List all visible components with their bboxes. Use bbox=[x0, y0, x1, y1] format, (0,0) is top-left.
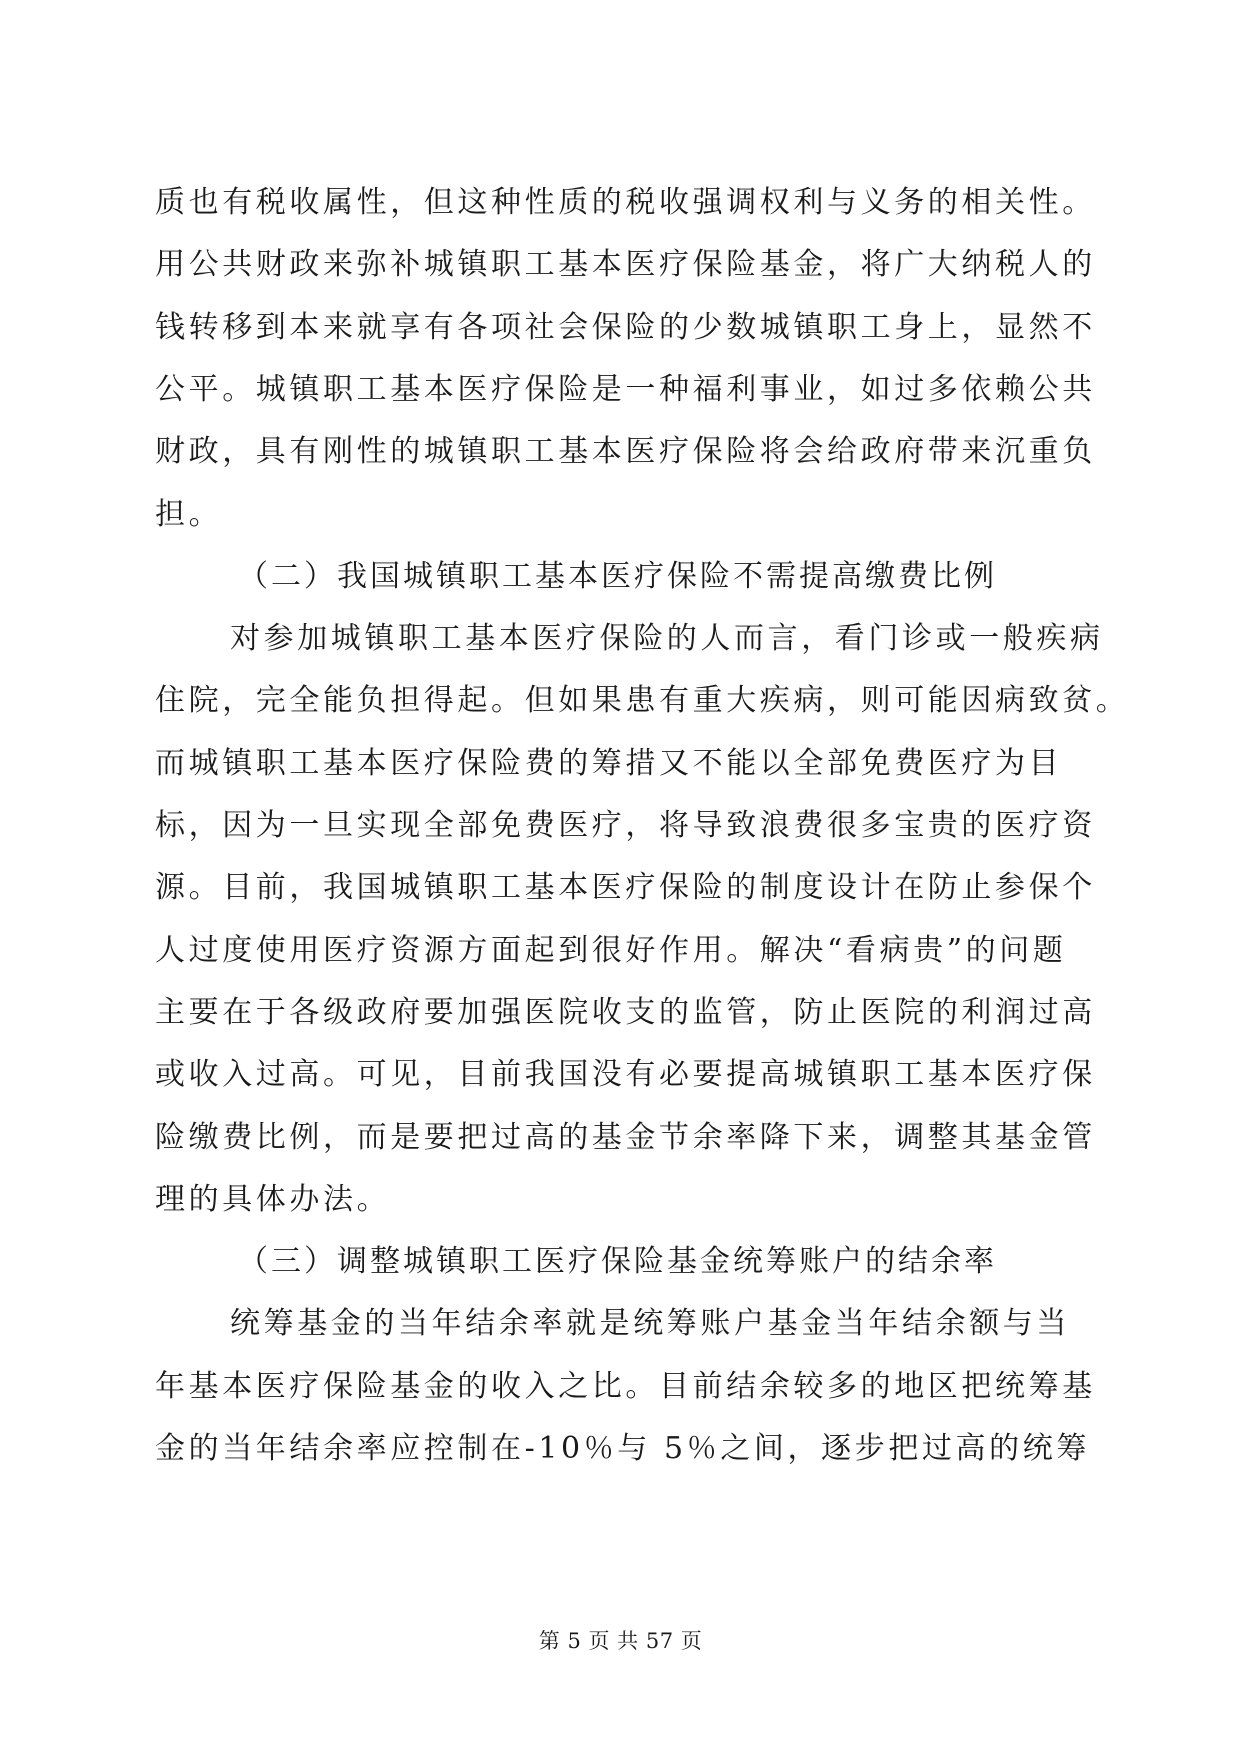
page-number-footer: 第 5 页 共 57 页 bbox=[538, 1629, 703, 1653]
body-text-line: 标，因为一旦实现全部免费医疗，将导致浪费很多宝贵的医疗资 bbox=[155, 808, 1096, 843]
body-text-line: 对参加城镇职工基本医疗保险的人而言，看门诊或一般疾病 bbox=[230, 621, 1104, 656]
body-text-line: 担。 bbox=[155, 497, 223, 532]
body-text-line: 住院，完全能负担得起。但如果患有重大疾病，则可能因病致贫。 bbox=[155, 683, 1130, 718]
body-text-line: 主要在于各级政府要加强医院收支的监管，防止医院的利润过高 bbox=[155, 995, 1096, 1030]
body-text-line: 公平。城镇职工基本医疗保险是一种福利事业，如过多依赖公共 bbox=[155, 372, 1096, 407]
body-text-line: 理的具体办法。 bbox=[155, 1182, 391, 1217]
body-text-line: 财政，具有刚性的城镇职工基本医疗保险将会给政府带来沉重负 bbox=[155, 434, 1096, 469]
body-text-line: 而城镇职工基本医疗保险费的筹措又不能以全部免费医疗为目 bbox=[155, 746, 1063, 781]
section-heading: （二）我国城镇职工基本医疗保险不需提高缴费比例 bbox=[238, 559, 997, 594]
body-text-line: 人过度使用医疗资源方面起到很好作用。解决“看病贵”的问题 bbox=[155, 933, 1067, 968]
body-text-line: 源。目前，我国城镇职工基本医疗保险的制度设计在防止参保个 bbox=[155, 870, 1096, 905]
body-text-line: 用公共财政来弥补城镇职工基本医疗保险基金，将广大纳税人的 bbox=[155, 247, 1096, 282]
section-heading: （三）调整城镇职工医疗保险基金统筹账户的结余率 bbox=[238, 1244, 997, 1279]
body-text-line: 年基本医疗保险基金的收入之比。目前结余较多的地区把统筹基 bbox=[155, 1369, 1096, 1404]
body-text-line: 钱转移到本来就享有各项社会保险的少数城镇职工身上，显然不 bbox=[155, 310, 1096, 345]
body-text-line: 或收入过高。可见，目前我国没有必要提高城镇职工基本医疗保 bbox=[155, 1057, 1096, 1092]
body-text-line: 险缴费比例，而是要把过高的基金节余率降下来，调整其基金管 bbox=[155, 1120, 1096, 1155]
body-text-line: 金的当年结余率应控制在-10％与 5％之间，逐步把过高的统筹 bbox=[155, 1431, 1090, 1466]
body-text-line: 统筹基金的当年结余率就是统筹账户基金当年结余额与当 bbox=[230, 1306, 1070, 1341]
body-text-line: 质也有税收属性，但这种性质的税收强调权利与义务的相关性。 bbox=[155, 185, 1096, 220]
